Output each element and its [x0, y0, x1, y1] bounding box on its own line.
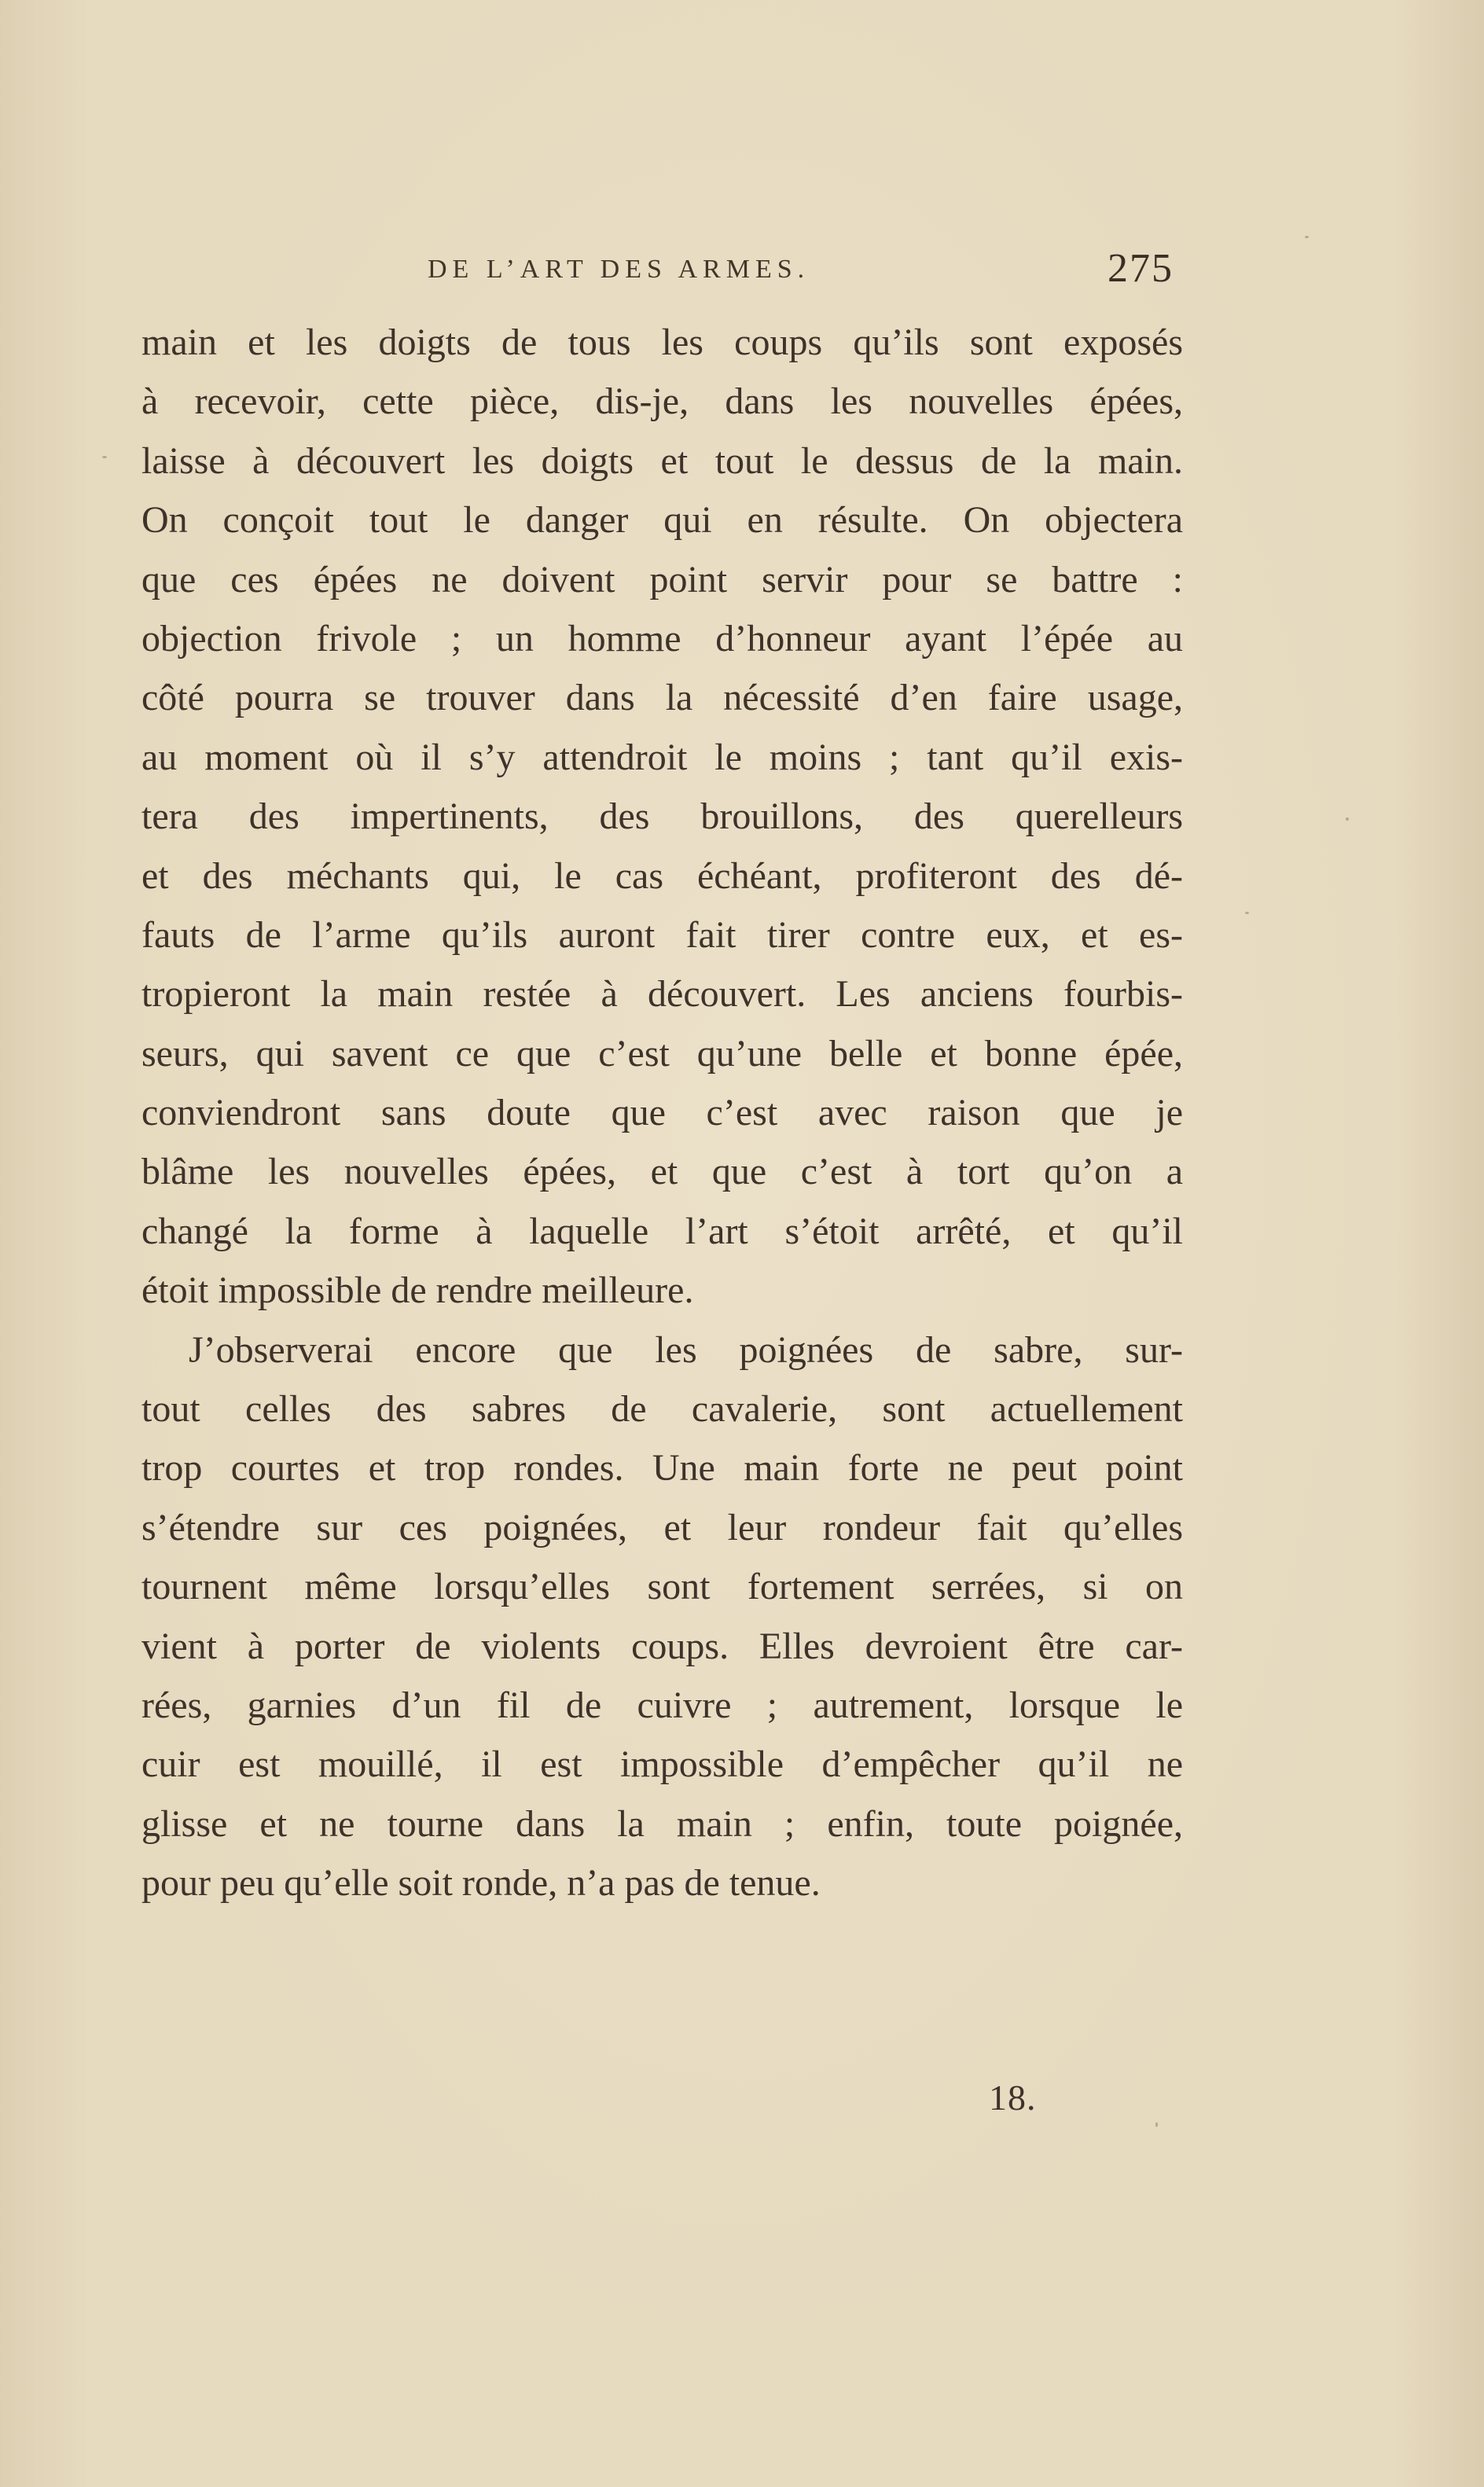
text-line: étoit impossible de rendre meilleure. — [141, 1269, 694, 1312]
paper-speck — [102, 456, 107, 458]
text-line: à recevoir, cette pièce, dis-je, dans les nouvelles épées, — [141, 380, 1183, 423]
paper-speck — [1346, 817, 1349, 821]
text-line: J’observerai encore que les poignées de sabre, sur- — [189, 1328, 1183, 1371]
text-line: rées, garnies d’un fil de cuivre ; autrement, lorsque le — [141, 1684, 1183, 1726]
signature-mark: 18. — [989, 2077, 1037, 2118]
text-line: tout celles des sabres de cavalerie, sont actuellement — [141, 1388, 1183, 1431]
text-line: blâme les nouvelles épées, et que c’est à tort qu’on a — [141, 1151, 1183, 1193]
text-line: fauts de l’arme qu’ils auront fait tirer contre eux, et es- — [141, 913, 1183, 956]
paper-speck — [1245, 912, 1249, 914]
text-line: cuir est mouillé, il est impossible d’empêcher qu’il ne — [141, 1743, 1183, 1786]
paragraph-2 — [141, 1321, 1183, 1913]
text-line: On conçoit tout le danger qui en résulte. On objectera — [141, 499, 1183, 542]
text-line: conviendront sans doute que c’est avec raison que je — [141, 1092, 1183, 1134]
paragraph-1 — [141, 313, 1183, 1321]
text-line: tropieront la main restée à découvert. Les anciens fourbis- — [141, 973, 1183, 1016]
text-line: glisse et ne tourne dans la main ; enfin, toute poignée, — [141, 1802, 1183, 1845]
text-line: que ces épées ne doivent point servir pour se battre : — [141, 558, 1183, 601]
text-line: pour peu qu’elle soit ronde, n’a pas de tenue. — [141, 1862, 821, 1905]
paper-speck — [1305, 236, 1309, 238]
text-line: objection frivole ; un homme d’honneur ayant l’épée au — [141, 617, 1183, 659]
text-line: vient à porter de violents coups. Elles devroient être car- — [141, 1625, 1183, 1667]
running-head — [428, 246, 1214, 299]
text-line: laisse à découvert les doigts et tout le dessus de la main. — [141, 439, 1183, 482]
page-number: 275 — [1107, 246, 1174, 291]
body-text — [141, 313, 1183, 1913]
text-line: seurs, qui savent ce que c’est qu’une belle et bonne épée, — [141, 1032, 1183, 1075]
text-line: tournent même lorsqu’elles sont fortement serrées, si on — [141, 1566, 1183, 1608]
text-line: main et les doigts de tous les coups qu’ils sont exposés — [141, 321, 1183, 363]
text-line: au moment où il s’y attendroit le moins ; tant qu’il exis- — [141, 736, 1183, 778]
running-head-title: DE L’ART DES ARMES. — [428, 255, 810, 284]
text-line: tera des impertinents, des brouillons, des querelleurs — [141, 795, 1183, 838]
text-line: trop courtes et trop rondes. Une main forte ne peut point — [141, 1447, 1183, 1490]
text-line: changé la forme à laquelle l’art s’étoit arrêté, et qu’il — [141, 1210, 1183, 1252]
paper-speck — [1155, 2122, 1158, 2127]
text-line: et des méchants qui, le cas échéant, profiteront des dé- — [141, 854, 1183, 897]
text-line: côté pourra se trouver dans la nécessité d’en faire usage, — [141, 677, 1183, 719]
text-line: s’étendre sur ces poignées, et leur rondeur fait qu’elles — [141, 1506, 1183, 1548]
